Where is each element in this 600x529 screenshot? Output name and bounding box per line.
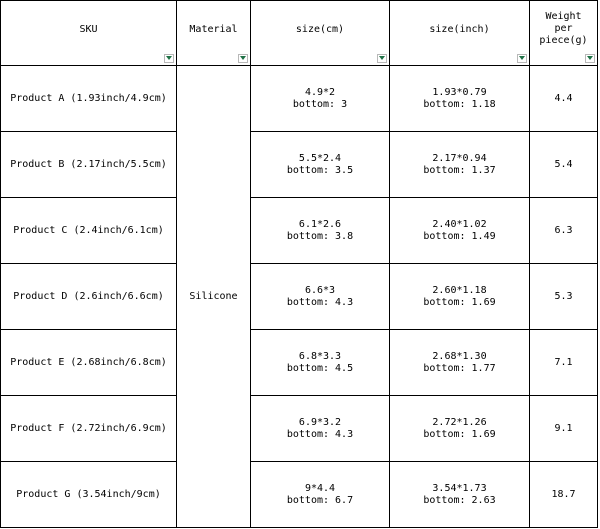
- sku-cell[interactable]: Product A (1.93inch/4.9cm): [1, 66, 177, 132]
- size-cm-bottom: bottom: 6.7: [286, 494, 354, 506]
- size-inch-bottom: bottom: 1.37: [423, 164, 496, 176]
- size-inch-dimensions: 2.60*1.18: [432, 284, 487, 296]
- size-inch-dimensions: 2.68*1.30: [432, 350, 487, 362]
- size-cm-cell[interactable]: [251, 264, 390, 330]
- size-inch-dimensions: 2.72*1.26: [432, 416, 487, 428]
- size-cm-cell[interactable]: [251, 198, 390, 264]
- sku-cell[interactable]: Product F (2.72inch/6.9cm): [1, 396, 177, 462]
- triangle-down-icon: [240, 56, 246, 61]
- size-inch-dimensions: 1.93*0.79: [432, 86, 487, 98]
- size-cm-cell[interactable]: [251, 330, 390, 396]
- header-sku: [1, 1, 177, 66]
- size-cm-dimensions: 6.8*3.3: [298, 350, 342, 362]
- weight-cell[interactable]: 9.1: [530, 396, 598, 462]
- size-cm-bottom: bottom: 4.3: [286, 428, 354, 440]
- sku-filter-button[interactable]: [164, 54, 174, 63]
- size-cm-bottom: bottom: 3: [292, 98, 348, 110]
- size-inch-bottom: bottom: 1.69: [423, 428, 496, 440]
- triangle-down-icon: [166, 56, 172, 61]
- size-cm-cell[interactable]: [251, 66, 390, 132]
- table-row: [1, 264, 598, 330]
- size-inch-cell[interactable]: [390, 330, 530, 396]
- size-inch-cell[interactable]: [390, 264, 530, 330]
- table-row: [1, 330, 598, 396]
- table-header: [1, 1, 598, 66]
- table-row: [1, 396, 598, 462]
- weight-cell[interactable]: 6.3: [530, 198, 598, 264]
- size-inch-dimensions: 2.17*0.94: [432, 152, 487, 164]
- table-row: [1, 198, 598, 264]
- size-cm-filter-button[interactable]: [377, 54, 387, 63]
- table-row: [1, 462, 598, 528]
- size-inch-bottom: bottom: 1.77: [423, 362, 496, 374]
- size-cm-cell[interactable]: [251, 462, 390, 528]
- size-cm-dimensions: 6.1*2.6: [298, 218, 342, 230]
- sku-cell[interactable]: Product B (2.17inch/5.5cm): [1, 132, 177, 198]
- table-row: [1, 66, 598, 132]
- size-inch-bottom: bottom: 1.69: [423, 296, 496, 308]
- triangle-down-icon: [587, 56, 593, 61]
- size-inch-cell[interactable]: [390, 198, 530, 264]
- sku-cell[interactable]: Product G (3.54inch/9cm): [1, 462, 177, 528]
- size-inch-cell[interactable]: [390, 396, 530, 462]
- size-cm-dimensions: 6.6*3: [304, 284, 336, 296]
- size-inch-cell[interactable]: [390, 66, 530, 132]
- size-cm-cell[interactable]: [251, 132, 390, 198]
- sku-cell[interactable]: Product E (2.68inch/6.8cm): [1, 330, 177, 396]
- material-filter-button[interactable]: [238, 54, 248, 63]
- size-inch-cell[interactable]: [390, 132, 530, 198]
- weight-filter-button[interactable]: [585, 54, 595, 63]
- header-weight: [530, 1, 598, 66]
- header-size-cm: [251, 1, 390, 66]
- size-cm-bottom: bottom: 4.3: [286, 296, 354, 308]
- size-inch-dimensions: 2.40*1.02: [432, 218, 487, 230]
- table-body: [1, 66, 598, 528]
- weight-cell[interactable]: 7.1: [530, 330, 598, 396]
- header-row: [1, 1, 598, 66]
- size-inch-filter-button[interactable]: [517, 54, 527, 63]
- weight-cell[interactable]: 4.4: [530, 66, 598, 132]
- size-cm-cell[interactable]: [251, 396, 390, 462]
- weight-cell[interactable]: 5.4: [530, 132, 598, 198]
- header-size-cm-label: size(cm): [295, 24, 345, 35]
- table-row: [1, 132, 598, 198]
- size-cm-dimensions: 6.9*3.2: [298, 416, 342, 428]
- triangle-down-icon: [379, 56, 385, 61]
- triangle-down-icon: [519, 56, 525, 61]
- header-size-inch-label: size(inch): [429, 24, 490, 35]
- header-size-inch: [390, 1, 530, 66]
- header-material-label: Material: [189, 24, 238, 35]
- size-cm-dimensions: 5.5*2.4: [298, 152, 342, 164]
- sku-cell[interactable]: Product D (2.6inch/6.6cm): [1, 264, 177, 330]
- size-cm-dimensions: 9*4.4: [304, 482, 336, 494]
- size-cm-bottom: bottom: 3.8: [286, 230, 354, 242]
- size-inch-bottom: bottom: 1.18: [423, 98, 496, 110]
- size-cm-bottom: bottom: 3.5: [286, 164, 354, 176]
- size-inch-bottom: bottom: 1.49: [423, 230, 496, 242]
- size-inch-dimensions: 3.54*1.73: [432, 482, 487, 494]
- header-material: [177, 1, 251, 66]
- weight-cell[interactable]: 5.3: [530, 264, 598, 330]
- size-cm-bottom: bottom: 4.5: [286, 362, 354, 374]
- weight-cell[interactable]: 18.7: [530, 462, 598, 528]
- material-cell[interactable]: Silicone: [177, 66, 251, 528]
- size-inch-cell[interactable]: [390, 462, 530, 528]
- sku-cell[interactable]: Product C (2.4inch/6.1cm): [1, 198, 177, 264]
- size-cm-dimensions: 4.9*2: [304, 86, 336, 98]
- size-inch-bottom: bottom: 2.63: [423, 494, 496, 506]
- header-sku-label: SKU: [79, 24, 98, 35]
- header-weight-label: Weight per piece(g): [539, 11, 588, 46]
